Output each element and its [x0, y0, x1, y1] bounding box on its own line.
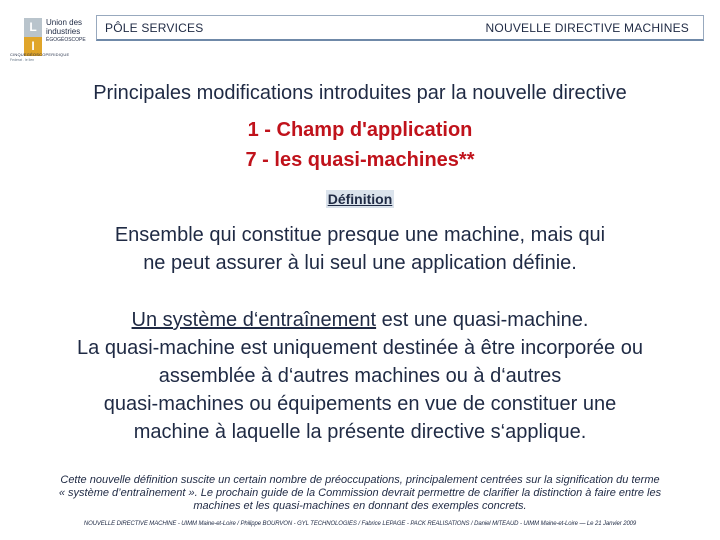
footnote-line-1: Cette nouvelle définition suscite un certain nombre de préoccupations, principalement centrées sur la signification du terme [60, 474, 660, 486]
logo-subtitle: CINQUEGÉOSCOPERIDIQUE [10, 52, 70, 57]
definition-line-2: ne peut assurer à lui seul une application définie. [143, 252, 577, 274]
section-heading-2: 7 - les quasi-machines** [245, 149, 475, 171]
logo-glyph-bottom: I [31, 39, 35, 53]
logo-glyph-top: L [29, 20, 37, 34]
explanation-line-5: machine à laquelle la présente directive s‘applique. [133, 421, 587, 443]
header-right-label: NOUVELLE DIRECTIVE MACHINES [485, 20, 689, 35]
explanation-line-1 [0, 306, 720, 334]
logo-text [46, 18, 86, 45]
footnote-line-2: « système d’entraînement ». Le prochain guide de la Commission devrait permettre de clarifier la distinction à faire entre les [58, 487, 662, 499]
logo-tagline: Federat . le lien [10, 58, 35, 62]
explanation-paragraph [0, 306, 720, 446]
uimm-logo [8, 14, 96, 64]
definition-heading [0, 191, 720, 207]
definition-label: Définition [327, 191, 393, 207]
header-left-label: PÔLE SERVICES [105, 20, 204, 35]
logo-mark [24, 18, 42, 56]
explanation-line-2: La quasi-machine est uniquement destinée à être incorporée ou [77, 337, 643, 359]
explanation-line-3: assemblée à d‘autres machines ou à d‘autres [158, 365, 562, 387]
logo-line-3: ÉGOGÉOSCOPE [46, 37, 86, 43]
slide-footer: NOUVELLE DIRECTIVE MACHINE - UIMM Maine-et-Loire / Philippe BOURVON - GYL TECHNOLOGIES / Fabrice LEPAGE - PACK REALISATIONS / Daniel MITEAUD - UIMM Maine-et-Loire — Le 21 Janvier 2009 [83, 521, 637, 527]
header-bar [96, 15, 704, 41]
explanation-line-4: quasi-machines ou équipements en vue de constituer une [103, 393, 617, 415]
section-heading-1: 1 - Champ d'application [247, 119, 473, 141]
footnote [0, 474, 720, 513]
footnote-line-3: machines et les quasi-machines en donnant des exemples concrets. [193, 500, 527, 512]
logo-line-2: industries [46, 27, 81, 36]
definition-paragraph [0, 221, 720, 277]
underlined-term: Un système d‘entraînement [131, 309, 377, 331]
logo-line-1: Union des [46, 18, 83, 27]
slide-title: Principales modifications introduites par la nouvelle directive [93, 82, 627, 104]
definition-line-1: Ensemble qui constitue presque une machine, mais qui [114, 224, 606, 246]
explanation-line-1-rest: est une quasi-machine. [376, 309, 589, 331]
